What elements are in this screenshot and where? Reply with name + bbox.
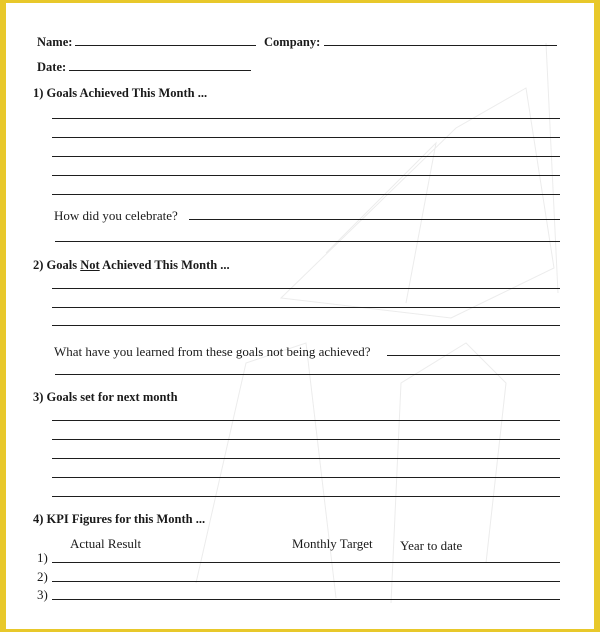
date-label: Date: [37,60,67,74]
kpi-row-2-field[interactable] [52,581,560,582]
company-label: Company: [264,35,321,49]
celebrate-line-2[interactable] [55,241,560,242]
learned-line-2[interactable] [55,374,560,375]
kpi-row-label-2: 2) [37,569,48,584]
form-page [6,3,594,629]
kpi-row-label-1: 1) [37,550,48,565]
section3-title: 3) Goals set for next month [33,390,178,404]
learned-field[interactable] [387,355,560,356]
name-field[interactable] [75,45,256,46]
kpi-row-1-field[interactable] [52,562,560,563]
col-monthly-target: Monthly Target [292,536,373,551]
goals-achieved-line-5[interactable] [52,194,560,195]
next-goals-line-4[interactable] [52,477,560,478]
company-field[interactable] [324,45,557,46]
next-goals-line-5[interactable] [52,496,560,497]
next-goals-line-1[interactable] [52,420,560,421]
next-goals-line-3[interactable] [52,458,560,459]
kpi-row-label-3: 3) [37,587,48,602]
col-year-to-date: Year to date [400,538,463,553]
section4-title: 4) KPI Figures for this Month ... [33,512,206,526]
goals-not-achieved-line-3[interactable] [52,325,560,326]
celebrate-field[interactable] [189,219,560,220]
goals-achieved-line-1[interactable] [52,118,560,119]
goals-achieved-line-2[interactable] [52,137,560,138]
goals-not-achieved-line-1[interactable] [52,288,560,289]
learned-prompt: What have you learned from these goals not being achieved? [54,344,371,359]
celebrate-prompt: How did you celebrate? [54,208,178,223]
goals-achieved-line-3[interactable] [52,156,560,157]
goals-achieved-line-4[interactable] [52,175,560,176]
section1-title: 1) Goals Achieved This Month ... [33,86,208,100]
kpi-row-3-field[interactable] [52,599,560,600]
date-field[interactable] [69,70,251,71]
not-emphasis: Not [80,258,100,272]
col-actual-result: Actual Result [70,536,142,551]
next-goals-line-2[interactable] [52,439,560,440]
section2-title: 2) Goals Not Achieved This Month ... [33,258,230,272]
name-label: Name: [37,35,73,49]
goals-not-achieved-line-2[interactable] [52,307,560,308]
